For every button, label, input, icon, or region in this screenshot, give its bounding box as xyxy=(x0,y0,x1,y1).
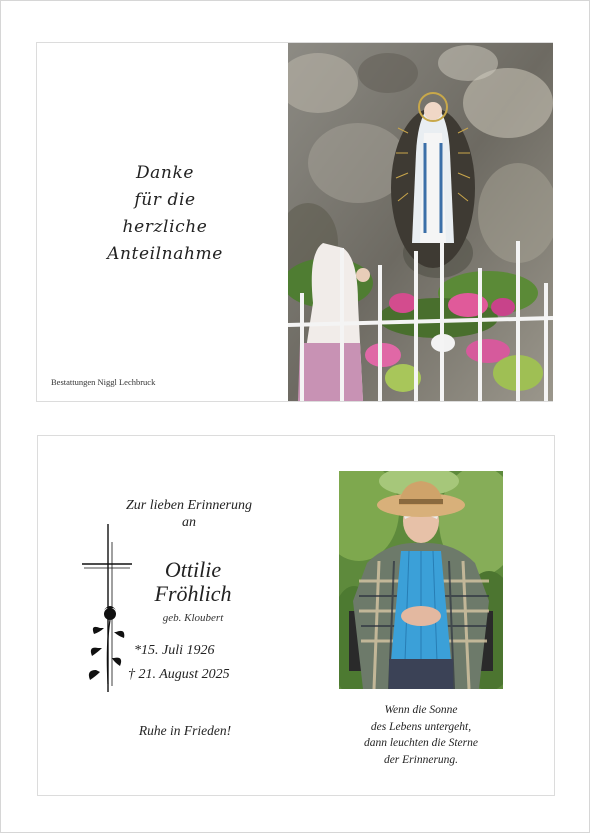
thanks-line: Danke xyxy=(135,163,195,183)
memorial-poem xyxy=(338,702,504,768)
birth-date: *15. Juli 1926 xyxy=(134,643,215,658)
thanks-line: herzliche xyxy=(122,217,208,237)
poem-line: des Lebens untergeht, xyxy=(370,720,472,733)
remembrance-heading: Zur lieben Erinnerung xyxy=(126,498,252,513)
maiden-name: geb. Kloubert xyxy=(162,612,224,624)
poem-line: dann leuchten die Sterne xyxy=(363,737,478,749)
funeral-home-name: Bestattungen Niggl Lechbruck xyxy=(51,377,156,387)
cross-with-rose-icon xyxy=(78,524,134,692)
card-inner-page xyxy=(37,435,555,796)
poem-line: der Erinnerung. xyxy=(383,753,459,766)
portrait-photo xyxy=(339,471,503,689)
death-date: † 21. August 2025 xyxy=(128,667,230,682)
rest-in-peace-text: Ruhe in Frieden! xyxy=(138,723,232,738)
deceased-last-name: Fröhlich xyxy=(154,581,232,606)
remembrance-heading-line2: an xyxy=(182,515,196,530)
grotto-photo xyxy=(288,43,553,401)
deceased-first-name: Ottilie xyxy=(164,557,222,582)
thanks-line: für die xyxy=(134,190,196,210)
poem-line: Wenn die Sonne xyxy=(384,704,458,716)
thanks-message xyxy=(85,160,245,268)
thanks-line: Anteilnahme xyxy=(107,244,223,264)
card-front-page xyxy=(36,42,553,402)
